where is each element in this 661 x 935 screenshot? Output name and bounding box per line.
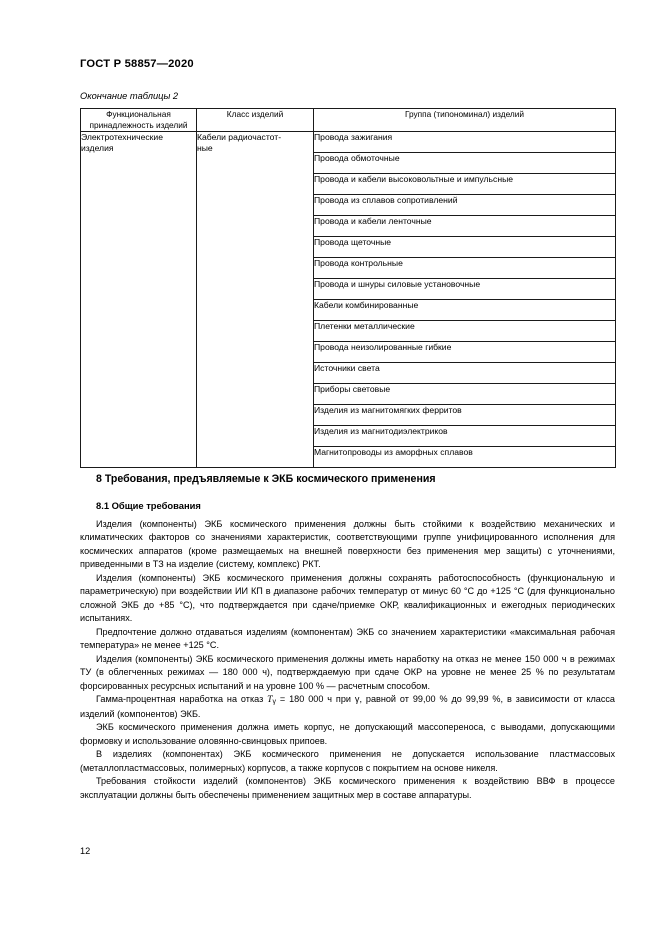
table-cell-group: Провода обмоточные (314, 152, 616, 173)
functional-group-line1: Электротехнические (81, 131, 164, 142)
section-heading-8-1: 8.1 Общие требования (96, 500, 201, 511)
paragraph-6: ЭКБ космического применения должна иметь корпус, не допускающий массопереноса, с выводами, допускающими формовку и использование оловянно-свинцовых припоев. (80, 722, 615, 746)
table-head (81, 109, 616, 132)
table-cell-product-class (197, 131, 314, 467)
table-body (81, 131, 616, 467)
table-cell-group: Провода и кабели высоковольтные и импульсные (314, 173, 616, 194)
product-class-line2: ные (197, 142, 213, 153)
table-cell-group: Провода и кабели ленточные (314, 215, 616, 236)
product-class-line1: Кабели радиочастот- (197, 131, 282, 142)
products-table-container (80, 108, 615, 468)
table-cell-group: Кабели комбинированные (314, 299, 616, 320)
paragraph-4: Изделия (компоненты) ЭКБ космического применения должны иметь наработку на отказ не менее 150 000 ч в режимах ТУ (в облегченных режимах — 180 000 ч), подтверждаемую при сдаче ОКР на уровне не менее 25 % по результатам форсированных ресурсных испытаний и на уровне 100 % — расчетным способом. (80, 653, 615, 691)
table-header-col2: Класс изделий (197, 109, 314, 132)
paragraph-8: Требования стойкости изделий (компонентов) ЭКБ космического применения к воздействию ВВФ в процессе эксплуатации должны быть обеспечены применением защитных мер в составе аппаратуры. (80, 776, 615, 800)
table-cell-group: Изделия из магнитомягких ферритов (314, 404, 616, 425)
table-cell-group: Провода щеточные (314, 236, 616, 257)
paragraph-5 (80, 693, 615, 721)
table-cell-group: Провода из сплавов сопротивлений (314, 194, 616, 215)
table-cell-group: Источники света (314, 362, 616, 383)
table-cell-group: Провода и шнуры силовые установочные (314, 278, 616, 299)
table-row (81, 131, 616, 152)
gamma-subscript: γ (272, 698, 276, 706)
document-standard-header: ГОСТ Р 58857—2020 (80, 58, 194, 70)
table-header-col1-line2: принадлежность изделий (89, 119, 188, 130)
table-cell-group: Изделия из магнитодиэлектриков (314, 425, 616, 446)
functional-group-line2: изделия (81, 142, 114, 153)
paragraph-1: Изделия (компоненты) ЭКБ космического применения должны быть стойкими к воздействию механических и климатических факторов со значениями характеристик, соответствующими группе унифицированного исполнения для космических аппаратов (кроме размещаемых на внешней поверхности без применения мер защиты) с уточнениями, приведенными в ТЗ на изделие (систему, комплекс) РКТ. (80, 519, 615, 570)
paragraph-2: Изделия (компоненты) ЭКБ космического применения должны сохранять работоспособность (функциональную и параметрическую) при воздействии ИИ КП в диапазоне рабочих температур от минус 60 °С до +125 °С (для функционально сложной ЭКБ до +85 °С), что подтверждается при сдаче/приемке ОКР, квалификационных и ежегодных периодических испытаниях. (80, 572, 615, 624)
paragraph-7: В изделиях (компонентах) ЭКБ космического применения не допускается использование пластмассовых (металлопластмассовых, полимерных) корпусов, а также корпусов с покрытием на основе никеля. (80, 749, 615, 773)
page-number: 12 (80, 846, 91, 856)
table-header-row (81, 109, 616, 132)
table-header-col1 (81, 109, 197, 132)
table-cell-group: Магнитопроводы из аморфных сплавов (314, 446, 616, 467)
table-cell-functional-group (81, 131, 197, 467)
paragraph-3: Предпочтение должно отдаваться изделиям (компонентам) ЭКБ со значением характеристики «максимальная рабочая температура» не менее +125 °С. (80, 626, 615, 651)
table-cell-group: Провода контрольные (314, 257, 616, 278)
paragraph-5-text-after: = 180 000 ч при γ, равной от 99,00 % до 99,99 %, в зависимости от класса изделий (компонентов) ЭКБ. (80, 694, 615, 719)
section-heading-8: 8 Требования, предъявляемые к ЭКБ космического применения (96, 473, 436, 485)
table-cell-group: Приборы световые (314, 383, 616, 404)
table-header-col3: Группа (типономинал) изделий (314, 109, 616, 132)
table-caption: Окончание таблицы 2 (80, 91, 179, 101)
table-cell-group: Провода зажигания (314, 131, 616, 152)
products-table (80, 108, 616, 468)
gamma-symbol-T: T (267, 694, 273, 706)
paragraph-5-text-before: Гамма-процентная наработка на отказ (96, 694, 268, 705)
table-cell-group: Провода неизолированные гибкие (314, 341, 616, 362)
table-header-col1-line1: Функциональная (106, 109, 171, 119)
body-text-block (80, 518, 615, 802)
table-cell-group: Плетенки металлические (314, 320, 616, 341)
